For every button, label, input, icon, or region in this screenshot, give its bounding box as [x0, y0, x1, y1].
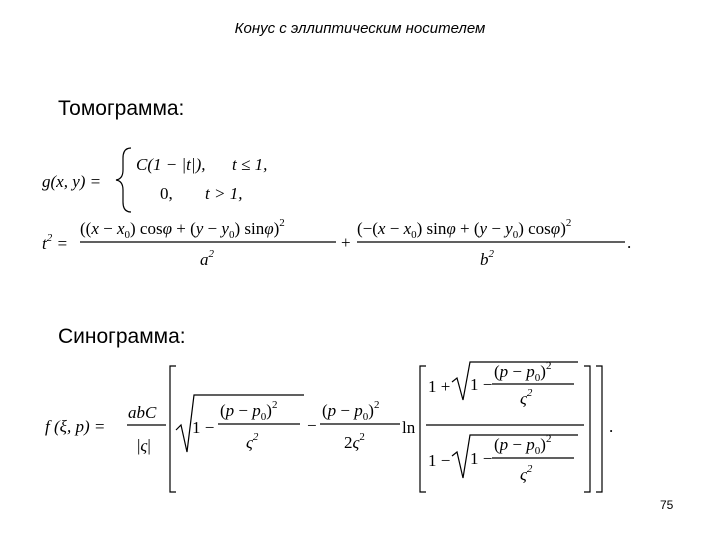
- svg-text:+: +: [341, 233, 351, 252]
- svg-text:((x − x0) cosφ + (y − y0) sinφ: ($(x - x_0)$ $\cos\varphi + (y - y_0)$ sinφ)$^2$: [80, 217, 285, 241]
- svg-text:1 −: 1 −: [192, 418, 215, 437]
- section-heading-sinogram: Синограмма:: [58, 325, 186, 348]
- svg-text:b2: $b^2$: [480, 248, 494, 269]
- svg-text:(p − p0)2: $(p - p_0)^2$: [322, 399, 380, 423]
- svg-text:ς2: $\varsigma^2$: [246, 431, 259, 452]
- svg-text:ς2: $\varsigma^2$: [520, 463, 533, 484]
- svg-text:1 −: 1 −: [470, 375, 493, 394]
- inner-left-bracket: [420, 366, 426, 492]
- svg-text:g(x, y) =: g(x, y) =: [42, 172, 102, 191]
- svg-text:|ς|: |ς|: [137, 436, 151, 455]
- svg-text:1 −: 1 −: [428, 451, 451, 470]
- svg-text:ς2: $\varsigma^2$: [520, 387, 533, 408]
- svg-text:ln: ln: [402, 418, 416, 437]
- svg-text:a2: $a^2$: [200, 248, 214, 269]
- svg-text:(−(x − x0) sinφ + (y − y0) cos: ($-(x - x_0)$ $\sin\varphi + (y - y_0)$ cosφ)$^2$: [357, 217, 572, 241]
- svg-text:C(1 − |t|),: C(1 − |t|),: [136, 155, 206, 174]
- page-number: 75: [660, 498, 674, 512]
- svg-text:f (ξ, p) =: f (ξ, p) =: [45, 417, 106, 436]
- svg-text:.: .: [609, 417, 614, 436]
- left-bracket: [170, 366, 176, 492]
- svg-text:(p − p0)2: $(p - p_0)^2$: [494, 433, 552, 457]
- slide-title: Конус с эллиптическим носителем: [234, 20, 486, 37]
- formula-f-sinogram: [45, 360, 613, 492]
- formula-t-squared: [42, 217, 631, 269]
- svg-text:t2 =: $t^2$ =: [42, 232, 68, 253]
- formula-g-piecewise: [42, 148, 267, 212]
- svg-text:2ς2: $2\varsigma^2$: [344, 431, 365, 452]
- svg-text:−: −: [307, 416, 317, 435]
- svg-text:.: .: [627, 233, 632, 252]
- svg-text:1 −: 1 −: [470, 449, 493, 468]
- svg-text:t > 1,: t > 1,: [205, 184, 243, 203]
- left-brace: [116, 148, 131, 212]
- svg-text:t ≤ 1,: t ≤ 1,: [232, 155, 268, 174]
- svg-text:1 +: 1 +: [428, 377, 451, 396]
- right-bracket: [596, 366, 602, 492]
- svg-text:abC: abC: [128, 403, 157, 422]
- inner-right-bracket: [584, 366, 590, 492]
- section-heading-tomogram: Томограмма:: [58, 97, 185, 120]
- svg-text:(p − p0)2: $(p - p_0)^2$: [494, 360, 552, 384]
- svg-text:(p − p0)2: $(p - p_0)^2$: [220, 399, 278, 423]
- svg-text:0,: 0,: [160, 184, 173, 203]
